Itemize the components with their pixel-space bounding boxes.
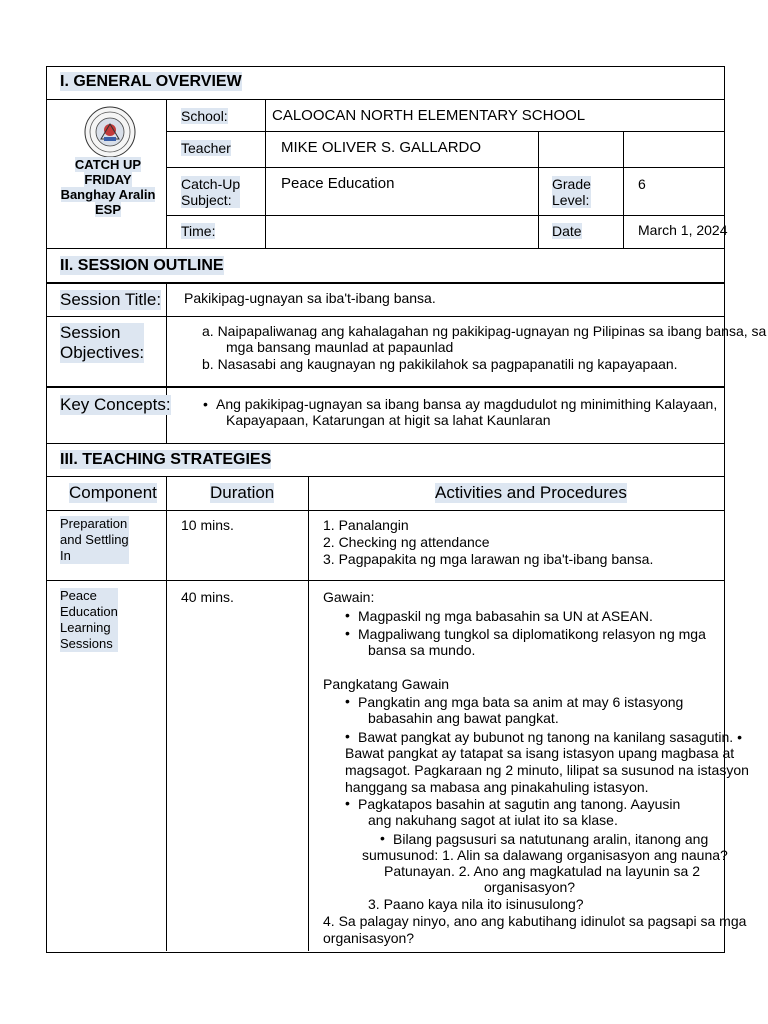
caption-line: FRIDAY	[84, 172, 132, 187]
subject-label	[181, 176, 240, 208]
activity-line: 3. Paano kaya nila ito isinusulong?	[368, 896, 584, 912]
objective-line: b. Nasasabi ang kaugnayan ng pakikilahok sa pagpapanatili ng kapayapaan.	[202, 356, 678, 372]
activity-line: organisasyon?	[484, 879, 576, 895]
bullet-icon: •	[345, 795, 350, 811]
activity-line: sumusunod: 1. Alin sa dalawang organisasyon ang nauna?	[362, 847, 728, 863]
activity-line: Pangkatang Gawain	[323, 676, 450, 692]
column-header-duration: Duration	[210, 483, 275, 502]
component-line: In	[60, 548, 71, 563]
rule	[623, 131, 624, 249]
rule	[166, 99, 167, 249]
column-header-activities: Activities and Procedures	[435, 483, 627, 502]
general-overview-heading: I. GENERAL OVERVIEW	[60, 73, 242, 90]
rule	[166, 131, 724, 132]
rule	[46, 510, 724, 511]
grade-label-line: Level:	[552, 192, 590, 208]
activity-line: Magpaliwang tungkol sa diplomatikong relasyon ng mga	[358, 626, 706, 642]
bullet-icon: •	[345, 693, 350, 709]
logo-caption	[56, 157, 160, 217]
bullet-icon: •	[203, 396, 208, 412]
objectives-label-line: Objectives:	[60, 343, 145, 362]
activity-line: magsagot. Pagkaraan ng 2 minuto, lilipat sa susunod na istasyon	[345, 762, 749, 778]
component-line: Preparation	[60, 516, 128, 531]
activity-line: Bawat pangkat ay bubunot ng tanong na kanilang sasagutin. •	[358, 729, 742, 745]
time-label: Time:	[181, 223, 216, 239]
activity-line: Pagkatapos basahin at sagutin ang tanong. Aayusin	[358, 796, 681, 812]
rule	[265, 99, 266, 249]
caption-line: CATCH UP	[74, 157, 142, 172]
rule	[538, 131, 539, 249]
date-value: March 1, 2024	[638, 222, 728, 238]
session-title-value: Pakikipag-ugnayan sa iba't-ibang bansa.	[184, 290, 436, 306]
bullet-icon: •	[345, 607, 350, 623]
activity-line: Gawain:	[323, 589, 375, 605]
rule	[46, 282, 724, 284]
teacher-value: MIKE OLIVER S. GALLARDO	[281, 139, 482, 156]
session-title-label: Session Title:	[60, 290, 162, 309]
key-concept-line: Ang pakikipag-ugnayan sa ibang bansa ay magdudulot ng minimithing Kalayaan,	[216, 396, 718, 412]
activity-line: Magpaskil ng mga babasahin sa UN at ASEAN.	[358, 608, 653, 624]
activity-line: Pangkatin ang mga bata sa anim at may 6 istasyong	[358, 694, 684, 710]
objective-line: a. Naipapaliwanag ang kahalagahan ng pakikipag-ugnayan ng Pilipinas sa ibang bansa, sa	[202, 323, 767, 339]
row-component	[60, 588, 118, 652]
component-line: Learning	[60, 620, 111, 635]
activity-line: ang nakuhang sagot at iulat ito sa klase.	[368, 812, 618, 828]
rule	[46, 443, 724, 444]
column-header-component: Component	[69, 483, 157, 502]
bullet-icon: •	[345, 625, 350, 641]
grade-label-line: Grade	[552, 176, 591, 192]
teaching-strategies-heading: III. TEACHING STRATEGIES	[60, 451, 272, 468]
rule	[166, 167, 724, 168]
deped-seal-icon	[84, 106, 136, 158]
session-outline-heading: II. SESSION OUTLINE	[60, 257, 224, 274]
school-value: CALOOCAN NORTH ELEMENTARY SCHOOL	[272, 107, 586, 124]
teacher-label: Teacher	[181, 140, 231, 156]
rule	[46, 386, 724, 388]
rule	[166, 282, 167, 444]
rule	[46, 580, 724, 581]
caption-line: ESP	[94, 202, 121, 217]
activity-line: organisasyon?	[323, 930, 415, 946]
rule	[46, 476, 724, 477]
subject-label-line: Subject:	[181, 192, 232, 208]
activity-line: 1. Panalangin	[323, 517, 409, 533]
bullet-icon: •	[380, 830, 385, 846]
date-label: Date	[552, 223, 582, 239]
row-component	[60, 516, 129, 564]
activity-line: bansa sa mundo.	[368, 642, 476, 658]
subject-label-line: Catch-Up	[181, 176, 241, 192]
row-duration: 40 mins.	[181, 589, 234, 605]
activity-line: hanggang sa mabasa ang pinakahuling istasyon.	[345, 779, 649, 795]
row-duration: 10 mins.	[181, 517, 234, 533]
component-line: and Settling	[60, 532, 129, 547]
objectives-label-line: Session	[60, 323, 121, 342]
session-objectives-label	[60, 323, 144, 363]
activity-line: Bilang pagsusuri sa natutunang aralin, itanong ang	[393, 831, 709, 847]
rule	[46, 99, 724, 100]
activity-line: Patunayan. 2. Ano ang magkatulad na layunin sa 2	[384, 863, 701, 879]
caption-line: Banghay Aralin	[60, 187, 156, 202]
component-line: Education	[60, 604, 118, 619]
key-concepts-label: Key Concepts:	[60, 395, 171, 414]
bullet-icon: •	[345, 728, 350, 744]
grade-label	[552, 176, 591, 208]
rule	[166, 476, 167, 951]
rule	[166, 215, 724, 216]
school-label: School:	[181, 108, 228, 124]
subject-value: Peace Education	[281, 175, 395, 192]
grade-value: 6	[638, 176, 646, 192]
rule	[308, 476, 309, 951]
activity-line: 2. Checking ng attendance	[323, 534, 490, 550]
component-line: Sessions	[60, 636, 113, 651]
component-line: Peace	[60, 588, 97, 603]
rule	[46, 316, 724, 317]
key-concept-line: Kapayapaan, Katarungan at higit sa lahat Kaunlaran	[226, 412, 551, 428]
activity-line: babasahin ang bawat pangkat.	[368, 710, 559, 726]
objective-line: mga bansang maunlad at papaunlad	[226, 339, 454, 355]
activity-line: 4. Sa palagay ninyo, ano ang kabutihang idinulot sa pagsapi sa mga	[323, 913, 747, 929]
activity-line: 3. Pagpapakita ng mga larawan ng iba't-ibang bansa.	[323, 551, 654, 567]
activity-line: Bawat pangkat ay tatapat sa isang istasyon upang magbasa at	[345, 745, 735, 761]
